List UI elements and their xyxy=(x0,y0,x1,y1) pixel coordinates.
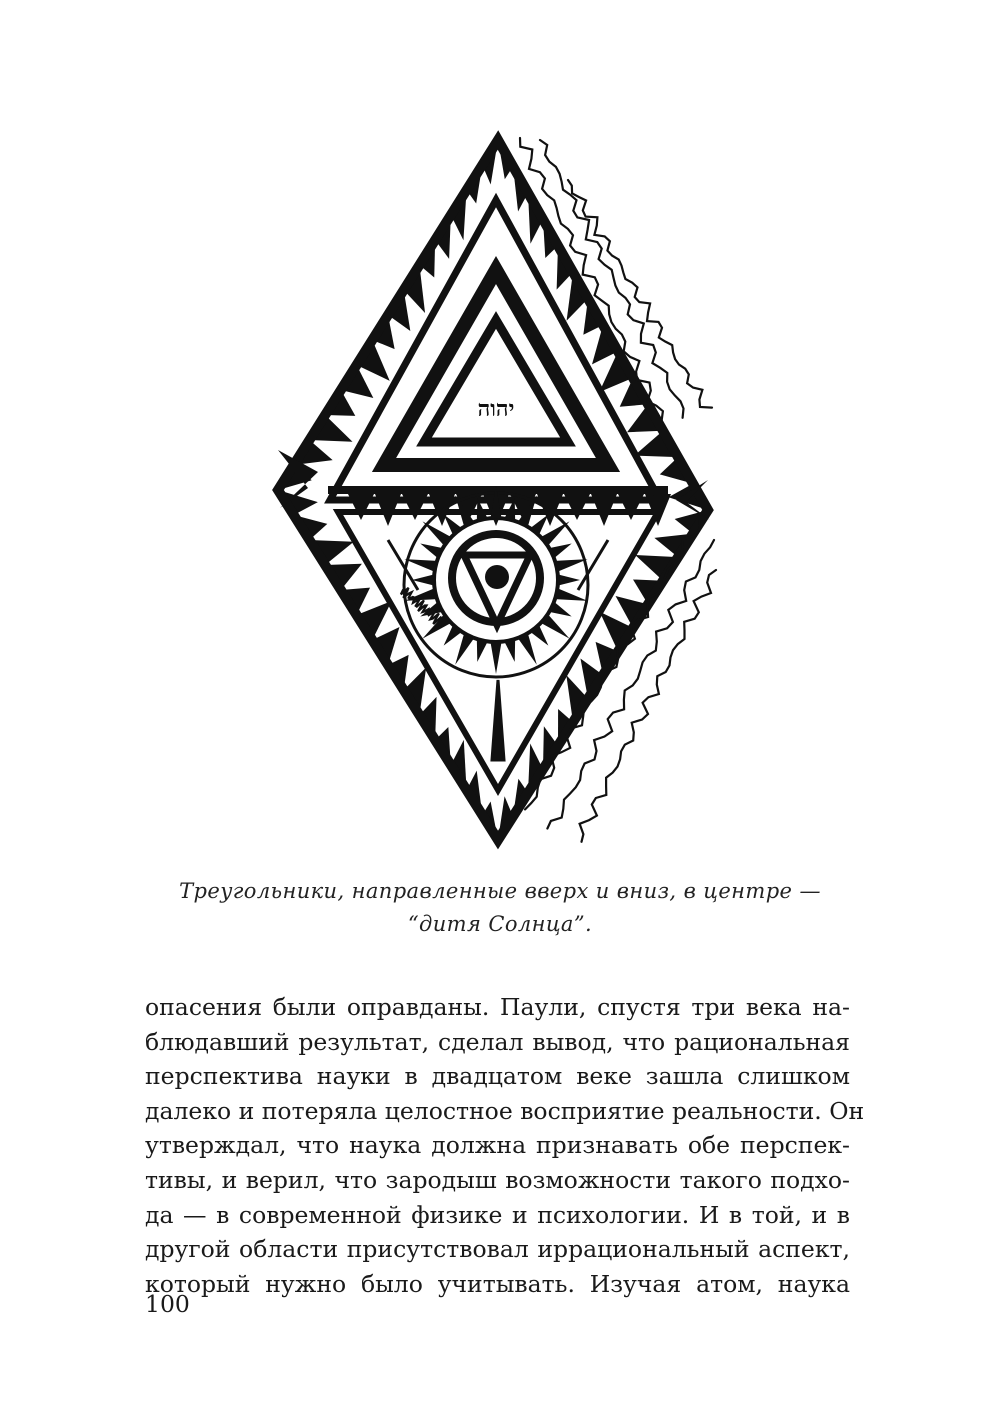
sun-child-dot xyxy=(485,565,509,589)
sun-ray xyxy=(558,574,580,585)
body-paragraph xyxy=(145,990,865,1301)
figure-caption xyxy=(140,875,860,941)
sun-ray xyxy=(518,633,537,664)
sun-ray xyxy=(504,639,515,662)
body-line: который нужно было учитывать. Изучая атом, наука xyxy=(145,1269,850,1298)
sun-ray xyxy=(490,642,501,674)
body-line: далеко и потеряла целостное восприятие реальности. Он xyxy=(145,1096,865,1125)
sun-ray xyxy=(555,588,588,601)
caption-line: “дитя Солнца”. xyxy=(407,912,593,936)
sun-ray xyxy=(541,521,570,545)
caption-line: Треугольники, направленные вверх и вниз, в центре — xyxy=(179,879,821,903)
sun-ray xyxy=(555,559,588,572)
center-hebrew-word: יהוה xyxy=(477,396,515,422)
body-line: да — в современной физике и психологии. И в той, и в xyxy=(145,1200,850,1229)
sun-ray xyxy=(423,521,452,545)
body-line: другой области присутствовал иррациональный аспект, xyxy=(145,1235,850,1264)
body-line: опасения были оправданы. Паули, спустя три века на- xyxy=(145,993,850,1021)
sun-ray xyxy=(541,614,570,638)
body-line: перспектива науки в двадцатом веке зашла слишком xyxy=(145,1062,850,1091)
body-line: тивы, и верил, что зародыш возможности такого подхо- xyxy=(145,1165,850,1194)
body-line: блюдавший результат, сделал вывод, что рациональная xyxy=(145,1027,850,1056)
sun-ray xyxy=(477,639,488,662)
page-number: 100 xyxy=(145,1290,190,1318)
sun-ray xyxy=(455,633,474,664)
sun-ray xyxy=(404,559,437,572)
upward-triangle-inner xyxy=(424,320,568,442)
body-line: утверждал, что наука должна признавать обе перспек- xyxy=(145,1131,850,1160)
diamond-triangles-illustration xyxy=(268,120,728,860)
